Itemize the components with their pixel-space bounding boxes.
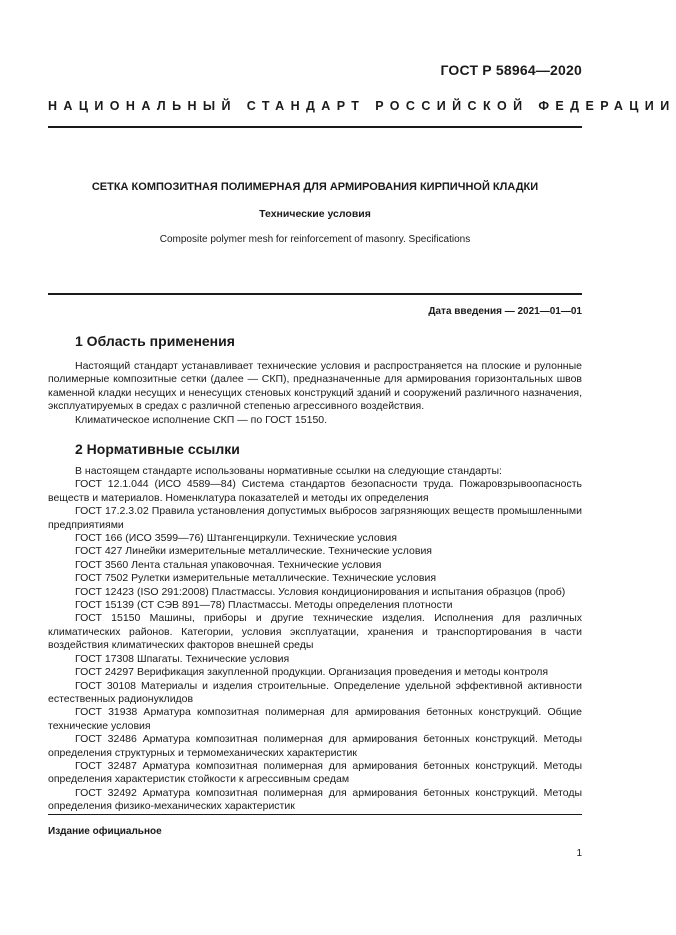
reference-item: ГОСТ 17.2.3.02 Правила установления допустимых выбросов загрязняющих веществ промышленными предприятиями: [48, 505, 582, 531]
reference-item: ГОСТ 7502 Рулетки измерительные металлические. Технические условия: [75, 572, 437, 585]
title-divider: [48, 293, 582, 295]
paragraph: В настоящем стандарте использованы нормативные ссылки на следующие стандарты:: [75, 465, 502, 477]
introduction-date: Дата введения — 2021—01—01: [428, 306, 582, 317]
reference-item: ГОСТ 15139 (СТ СЭВ 891—78) Пластмассы. Методы определения плотности: [75, 599, 453, 612]
document-title-english: Composite polymer mesh for reinforcement of masonry. Specifications: [159, 234, 471, 245]
reference-item: ГОСТ 3560 Лента стальная упаковочная. Технические условия: [75, 558, 382, 571]
page-number: 1: [576, 848, 582, 859]
national-standard-title: НАЦИОНАЛЬНЫЙ СТАНДАРТ РОССИЙСКОЙ ФЕДЕРАЦИИ: [48, 99, 676, 113]
document-subtitle: Технические условия: [259, 208, 371, 220]
official-edition-label: Издание официальное: [48, 826, 162, 837]
document-number: ГОСТ Р 58964—2020: [440, 62, 582, 78]
paragraph: Климатическое исполнение СКП — по ГОСТ 15150.: [75, 413, 328, 426]
reference-item: ГОСТ 427 Линейки измерительные металлические. Технические условия: [75, 545, 432, 558]
reference-item: ГОСТ 12.1.044 (ИСО 4589—84) Система стандартов безопасности труда. Пожаровзрывоопасность веществ и материалов. Номенклатура показателей и методы их определения: [48, 478, 582, 504]
reference-item: ГОСТ 166 (ИСО 3599—76) Штангенциркули. Технические условия: [75, 532, 397, 545]
reference-item: ГОСТ 15150 Машины, приборы и другие технические изделия. Исполнения для различных климатических районов. Категории, условия эксплуатации, хранения и транспортирования в части воздействия климатических факторов внешней среды: [48, 612, 582, 652]
reference-item: ГОСТ 32492 Арматура композитная полимерная для армирования бетонных конструкций. Методы определения физико-механических характеристик: [48, 786, 582, 813]
reference-item: ГОСТ 30108 Материалы и изделия строительные. Определение удельной эффективной активности естественных радионуклидов: [48, 679, 582, 705]
document-title: СЕТКА КОМПОЗИТНАЯ ПОЛИМЕРНАЯ ДЛЯ АРМИРОВАНИЯ КИРПИЧНОЙ КЛАДКИ: [91, 181, 539, 193]
reference-item: ГОСТ 17308 Шпагаты. Технические условия: [75, 652, 290, 665]
reference-item: ГОСТ 32486 Арматура композитная полимерная для армирования бетонных конструкций. Методы определения структурных и термомеханических характеристик: [48, 733, 582, 759]
reference-item: ГОСТ 24297 Верификация закупленной продукции. Организация проведения и методы контроля: [75, 666, 549, 679]
section-1-body: [48, 360, 582, 427]
section-2-body: [48, 465, 582, 814]
reference-item: ГОСТ 31938 Арматура композитная полимерная для армирования бетонных конструкций. Общие технические условия: [48, 706, 582, 732]
footer-divider: [48, 814, 582, 815]
section-1-heading: 1 Область применения: [75, 333, 235, 349]
top-divider: [48, 126, 582, 128]
reference-item: ГОСТ 12423 (ISO 291:2008) Пластмассы. Условия кондиционирования и испытания образцов (проб): [75, 585, 566, 598]
reference-item: ГОСТ 32487 Арматура композитная полимерная для армирования бетонных конструкций. Методы определения характеристик стойкости к агрессивным средам: [48, 759, 582, 786]
paragraph: Настоящий стандарт устанавливает технические условия и распространяется на плоские и рулонные полимерные композитные сетки (далее — СКП), предназначенные для армирования горизонтальных швов каменной кладки несущих и ненесущих стеновых конструкций зданий и сооружений различного назначения, эксплуатируемых в средах с различной степенью агрессивного воздействия.: [48, 360, 582, 413]
section-2-heading: 2 Нормативные ссылки: [75, 441, 240, 457]
